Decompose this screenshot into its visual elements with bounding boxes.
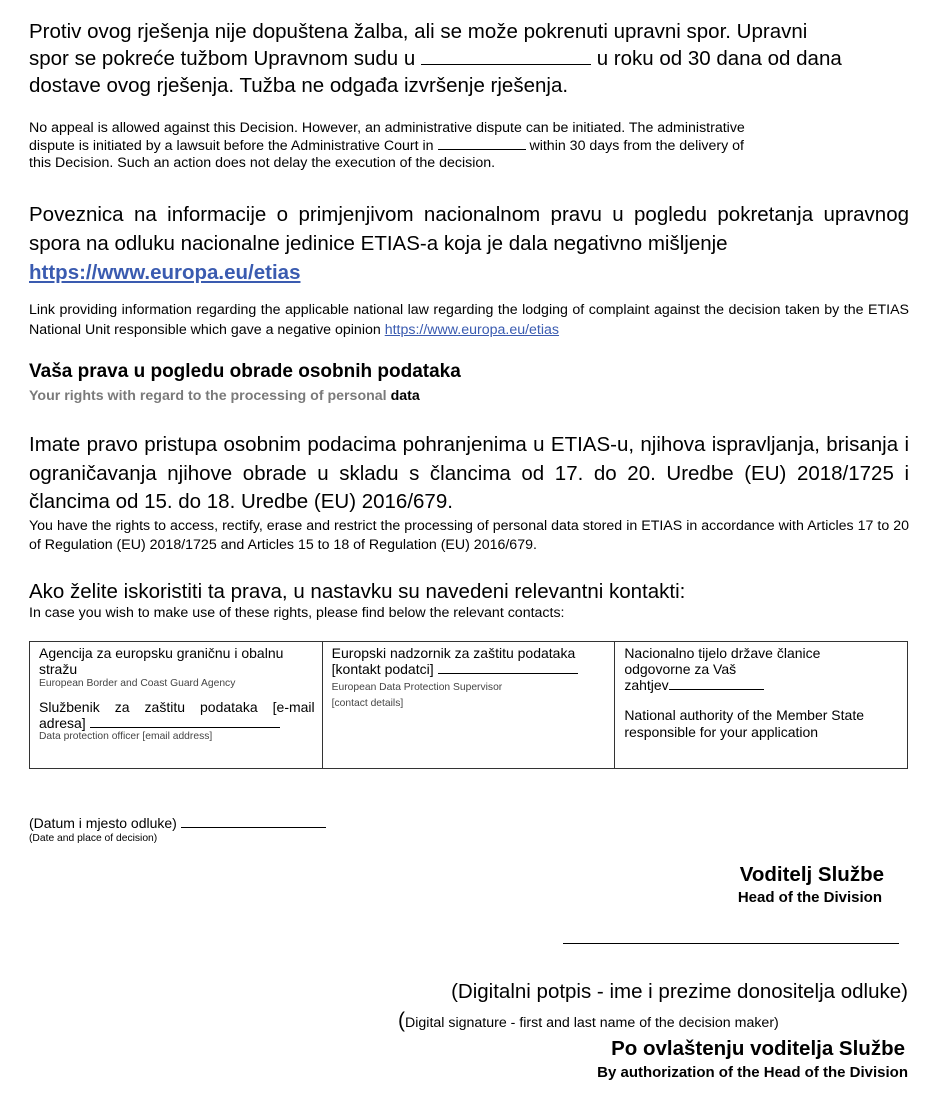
national-law-hr xyxy=(29,200,909,287)
appeal-en-line1: No appeal is allowed against this Decision. However, an administrative dispute can be initiated. The administrative xyxy=(29,120,745,136)
appeal-en-line3: this Decision. Such an action does not delay the execution of the decision. xyxy=(29,155,496,171)
rights-text-en: You have the rights to access, rectify, erase and restrict the processing of personal data stored in ETIAS in accordance with Articles 17 to 20 of Regulation (EU) 2018/1725 and Articles 15 to 18 of Regulation (EU) 2016/679. xyxy=(29,518,909,553)
appeal-en-line2-b: within 30 days from the delivery of xyxy=(529,137,744,154)
contact-cell-frontex xyxy=(30,642,323,769)
rights-heading-en xyxy=(29,387,420,405)
edps-title-en: European Data Protection Supervisor xyxy=(331,682,503,693)
authorization-hr: Po ovlaštenju voditelja Službe xyxy=(611,1037,905,1060)
edps-title-hr xyxy=(332,645,608,677)
appeal-hr-line2 xyxy=(29,45,911,72)
contacts-row xyxy=(30,642,908,769)
appeal-paragraph-hr xyxy=(29,18,911,99)
digital-signature-paren: ( xyxy=(398,1009,405,1032)
decision-date-hr-text: (Datum i mjesto odluke) xyxy=(29,815,177,831)
rights-heading-hr: Vaša prava u pogledu obrade osobnih podataka xyxy=(29,361,461,382)
contact-cell-edps xyxy=(322,642,615,769)
appeal-hr-line2-a: spor se pokreće tužbom Upravnom sudu u xyxy=(29,47,416,70)
appeal-hr-line2-b: u roku od 30 dana od dana xyxy=(596,47,842,70)
national-authority-blank[interactable] xyxy=(669,688,764,690)
contacts-intro-hr: Ako želite iskoristiti ta prava, u nastavku su navedeni relevantni kontakti: xyxy=(29,580,686,603)
signature-line[interactable] xyxy=(563,943,899,944)
frontex-email-blank[interactable] xyxy=(90,726,280,728)
national-law-hr-text: Poveznica na informacije o primjenjivom nacionalnom pravu u pogledu pokretanja upravnog spora na odluku nacionalne jedinice ETIAS-a koja je dala negativno mišljenje xyxy=(29,203,909,255)
decision-date-blank[interactable] xyxy=(181,826,326,828)
edps-title-hr-text: Europski nadzornik za zaštitu podataka [kontakt podatci] xyxy=(331,645,576,677)
appeal-en-line2-a: dispute is initiated by a lawsuit before the Administrative Court in xyxy=(29,137,434,154)
frontex-dpo-en: Data protection officer [email address] xyxy=(39,731,213,742)
national-authority-hr xyxy=(624,645,854,693)
national-law-en-link[interactable]: https://www.europa.eu/etias xyxy=(384,322,560,338)
rights-heading-en-grey: Your rights with regard to the processing of personal xyxy=(29,388,387,404)
rights-text-hr: Imate pravo pristupa osobnim podacima pohranjenima u ETIAS-u, njihova ispravljanja, brisanja i ograničavanja njihove obrade u skladu s člancima od 17. do 20. Uredbe (EU) 2018/1725 i člancima od 15. do 18. Uredbe (EU) 2016/679. xyxy=(29,433,909,513)
frontex-dpo-hr xyxy=(39,699,315,731)
national-law-en xyxy=(29,300,909,340)
national-law-hr-link[interactable]: https://www.europa.eu/etias xyxy=(29,261,301,284)
edps-contact-blank[interactable] xyxy=(438,672,578,674)
court-blank-field-en[interactable] xyxy=(438,148,526,150)
edps-details-en: [contact details] xyxy=(331,698,404,709)
contact-cell-national-authority xyxy=(615,642,908,769)
frontex-dpo-hr-text: Službenik za zaštitu podataka [e-mail adresa] xyxy=(39,699,315,731)
digital-signature-en xyxy=(398,1009,779,1035)
appeal-paragraph-en xyxy=(29,120,911,173)
digital-signature-en-text: Digital signature - first and last name of the decision maker) xyxy=(405,1015,779,1031)
frontex-title-hr: Agencija za europsku graničnu i obalnu stražu xyxy=(39,645,284,677)
head-title-hr: Voditelj Službe xyxy=(739,863,884,886)
rights-heading-en-dark: data xyxy=(390,388,420,404)
contacts-table xyxy=(29,641,908,769)
national-authority-en: National authority of the Member State responsible for your application xyxy=(624,707,864,740)
digital-signature-hr: (Digitalni potpis - ime i prezime donositelja odluke) xyxy=(451,980,908,1003)
authorization-en: By authorization of the Head of the Division xyxy=(597,1064,908,1081)
national-law-en-text: Link providing information regarding the applicable national law regarding the lodging of complaint against the decision taken by the ETIAS National Unit responsible which gave a negative opinion xyxy=(29,302,909,338)
appeal-hr-line1: Protiv ovog rješenja nije dopuštena žalba, ali se može pokrenuti upravni spor. Upravni xyxy=(29,20,808,43)
decision-date-en: (Date and place of decision) xyxy=(29,833,158,844)
national-authority-hr-text2: zahtjev xyxy=(624,677,669,693)
appeal-en-line2 xyxy=(29,138,911,156)
court-blank-field[interactable] xyxy=(421,63,591,65)
decision-date-hr xyxy=(29,815,326,831)
appeal-hr-line3: dostave ovog rješenja. Tužba ne odgađa izvršenje rješenja. xyxy=(29,74,569,97)
national-authority-hr-text: Nacionalno tijelo države članice odgovorne za Vaš xyxy=(624,645,821,677)
head-title-en: Head of the Division xyxy=(737,889,882,906)
frontex-title-en: European Border and Coast Guard Agency xyxy=(39,678,236,689)
contacts-intro-en: In case you wish to make use of these rights, please find below the relevant contacts: xyxy=(29,605,565,621)
